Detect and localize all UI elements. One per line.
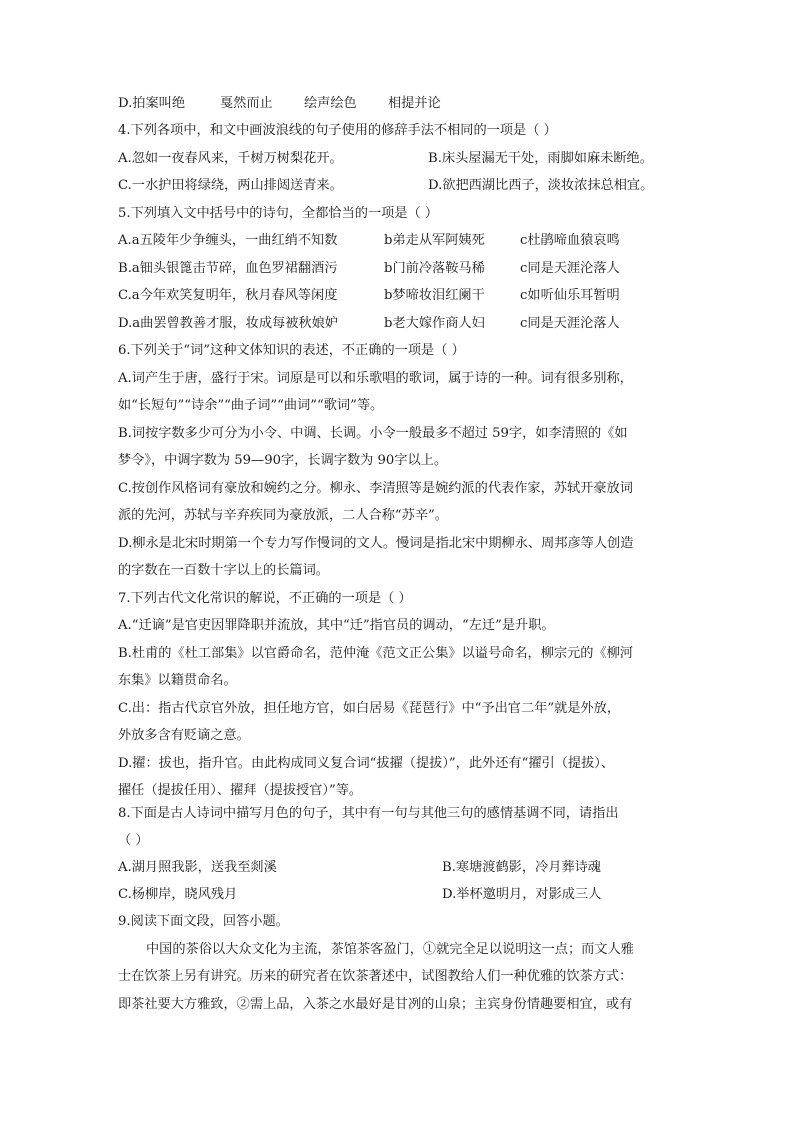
q5-option-d-part-c: c同是天涯沦落人 <box>520 316 620 331</box>
q8-stem-line2: （ ） <box>118 833 149 848</box>
q5-option-c-part-c: c如听仙乐耳暂明 <box>520 288 620 303</box>
q7-option-c-line2: 外放多含有贬谪之意。 <box>118 728 250 743</box>
q6-option-a-line2: 如“长短句”“诗余”“曲子词”“曲词”“歌词”等。 <box>118 398 384 413</box>
q9-passage-line2: 士在饮茶上另有讲究。历来的研究者在饮茶著述中，试图教给人们一种优雅的饮茶方式： <box>118 969 633 984</box>
q7-option-b-line1: B.杜甫的《杜工部集》以官爵命名，范仲淹《范文正公集》以谥号命名，柳宗元的《柳河 <box>118 646 634 661</box>
q6-option-d-line2: 的字数在一百数十字以上的长篇词。 <box>118 563 329 578</box>
q6-option-b-line2: 梦令》，中调字数为 59—90字，长调字数为 90字以上。 <box>118 453 448 468</box>
q6-option-c-line2: 派的先河，苏轼与辛弃疾同为豪放派，二人合称“苏辛”。 <box>118 508 448 523</box>
q5-option-a-part-b: b弟走从军阿姨死 <box>384 233 485 248</box>
q5-stem: 5.下列填入文中括号中的诗句，全都恰当的一项是（ ） <box>118 206 439 221</box>
q7-stem: 7.下列古代文化常识的解说，不正确的一项是（ ） <box>118 591 412 606</box>
q5-option-b-part-b: b门前冷落鞍马稀 <box>384 261 485 276</box>
q5-option-a-part-c: c杜鹃啼血猿哀鸣 <box>520 233 620 248</box>
q3-option-d-2: 戛然而止 <box>220 96 273 111</box>
q4-option-a: A.忽如一夜春风来，千树万树梨花开。 <box>118 151 343 166</box>
q8-stem-line1: 8.下面是古人诗词中描写月色的句子，其中有一句与其他三句的感情基调不同，请指出 <box>118 806 619 821</box>
q5-option-a-part-a: A.a五陵年少争缠头，一曲红绡不知数 <box>118 233 338 248</box>
q5-option-c-part-a: C.a今年欢笑复明年，秋月春风等闲度 <box>118 288 338 303</box>
q6-stem: 6.下列关于“词”这种文体知识的表述，不正确的一项是（ ） <box>118 343 465 358</box>
q3-option-d-3: 绘声绘色 <box>304 96 357 111</box>
q6-option-b-line1: B.词按字数多少可分为小令、中调、长调。小令一般最多不超过 59字，如李清照的《如 <box>118 426 628 441</box>
q9-passage-line1: 中国的茶俗以大众文化为主流，茶馆茶客盈门，①就完全足以说明这一点；而文人雅 <box>146 942 634 957</box>
q8-option-d: D.举杯邀明月，对影成三人 <box>442 887 602 902</box>
q7-option-b-line2: 东集》以籍贯命名。 <box>118 673 237 688</box>
q9-stem: 9.阅读下面文段，回答小题。 <box>118 914 289 929</box>
q7-option-c-line1: C.出：指古代京官外放，担任地方官，如白居易《琵琶行》中“予出官二年”就是外放， <box>118 701 621 716</box>
q3-option-d: D.拍案叫绝 <box>118 96 186 111</box>
q5-option-c-part-b: b梦啼妆泪红阑干 <box>384 288 485 303</box>
q8-option-a: A.湖月照我影，送我至剡溪 <box>118 860 277 875</box>
q4-stem: 4.下列各项中，和文中画波浪线的句子使用的修辞手法不相同的一项是（ ） <box>118 123 557 138</box>
q7-option-a: A.“迁谪”是官吏因罪降职并流放，其中“迁”指官员的调动，“左迁”是升职。 <box>118 618 555 633</box>
q6-option-a-line1: A.词产生于唐，盛行于宋。词原是可以和乐歌唱的歌词，属于诗的一种。词有很多别称， <box>118 371 633 386</box>
q5-option-d-part-b: b老大嫁作商人妇 <box>384 316 485 331</box>
q8-option-b: B.寒塘渡鹤影，冷月葬诗魂 <box>442 860 601 875</box>
q4-option-c: C.一水护田将绿绕，两山排闼送青来。 <box>118 178 343 193</box>
q6-option-c-line1: C.按创作风格词有豪放和婉约之分。柳永、李清照等是婉约派的代表作家，苏轼开豪放词 <box>118 481 633 496</box>
q7-option-d-line2: 擢任（提拔任用）、擢拜（提拔授官）”等。 <box>118 783 363 798</box>
q7-option-d-line1: D.擢：拔也，指升官。由此构成同义复合词“拔擢（提拔）”，此外还有“擢引（提拔）、 <box>118 756 615 771</box>
q3-option-d-4: 相提并论 <box>388 96 441 111</box>
q6-option-d-line1: D.柳永是北宋时期第一个专力写作慢词的文人。慢词是指北宋中期柳永、周邦彦等人创造 <box>118 536 634 551</box>
q8-option-c: C.杨柳岸，晓风残月 <box>118 887 238 902</box>
q4-option-d: D.欲把西湖比西子，淡妆浓抹总相宜。 <box>428 178 654 193</box>
q5-option-d-part-a: D.a曲罢曾教善才服，妆成每被秋娘妒 <box>118 316 338 331</box>
q9-passage-line3: 即茶社要大方雅致，②需上品，入茶之水最好是甘冽的山泉；主宾身份情趣要相宜，或有 <box>118 997 633 1012</box>
q5-option-b-part-c: c同是天涯沦落人 <box>520 261 620 276</box>
q4-option-b: B.床头屋漏无干处，雨脚如麻未断绝。 <box>428 151 653 166</box>
q5-option-b-part-a: B.a钿头银篦击节碎，血色罗裙翻酒污 <box>118 261 338 276</box>
